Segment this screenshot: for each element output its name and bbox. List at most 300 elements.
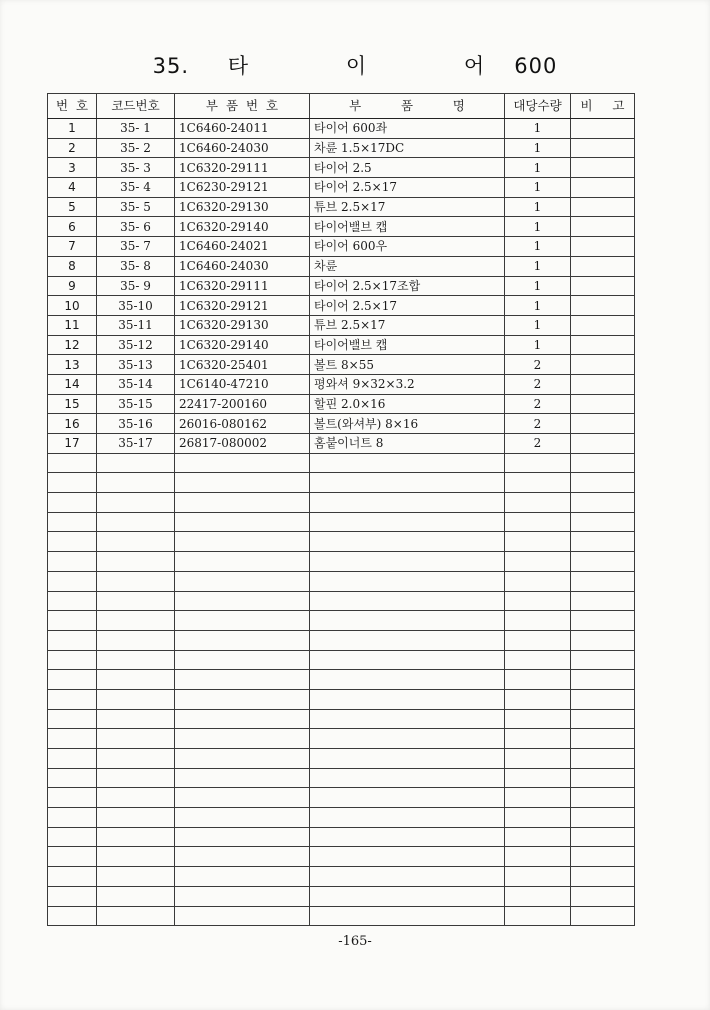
row-number-cell: 13 bbox=[48, 355, 97, 375]
quantity-cell bbox=[505, 453, 571, 473]
table-row bbox=[48, 788, 635, 808]
code-number-cell: 35- 6 bbox=[97, 217, 175, 237]
quantity-cell bbox=[505, 788, 571, 808]
code-number-cell bbox=[97, 630, 175, 650]
part-name-cell bbox=[310, 473, 505, 493]
part-name-cell bbox=[310, 650, 505, 670]
header-code: 코드번호 bbox=[97, 94, 175, 119]
note-cell bbox=[571, 473, 635, 493]
row-number-cell: 2 bbox=[48, 138, 97, 158]
quantity-cell: 2 bbox=[505, 394, 571, 414]
part-name-cell bbox=[310, 827, 505, 847]
quantity-cell bbox=[505, 650, 571, 670]
code-number-cell bbox=[97, 709, 175, 729]
note-cell bbox=[571, 512, 635, 532]
row-number-cell: 4 bbox=[48, 178, 97, 198]
table-row bbox=[48, 335, 635, 355]
part-name-cell bbox=[310, 453, 505, 473]
note-cell bbox=[571, 611, 635, 631]
quantity-cell bbox=[505, 749, 571, 769]
part-number-cell bbox=[175, 552, 310, 572]
table-row bbox=[48, 650, 635, 670]
note-cell bbox=[571, 591, 635, 611]
quantity-cell: 2 bbox=[505, 414, 571, 434]
title-word-3: 어 bbox=[463, 54, 486, 78]
note-cell bbox=[571, 886, 635, 906]
row-number-cell bbox=[48, 689, 97, 709]
row-number-cell: 17 bbox=[48, 434, 97, 454]
part-name-cell: 튜브 2.5×17 bbox=[310, 197, 505, 217]
note-cell bbox=[571, 630, 635, 650]
row-number-cell bbox=[48, 709, 97, 729]
quantity-cell: 1 bbox=[505, 158, 571, 178]
code-number-cell: 35- 7 bbox=[97, 237, 175, 257]
note-cell bbox=[571, 119, 635, 139]
part-name-cell bbox=[310, 512, 505, 532]
part-name-cell: 튜브 2.5×17 bbox=[310, 315, 505, 335]
part-name-cell bbox=[310, 670, 505, 690]
quantity-cell bbox=[505, 729, 571, 749]
row-number-cell bbox=[48, 808, 97, 828]
table-row bbox=[48, 158, 635, 178]
table-row bbox=[48, 847, 635, 867]
quantity-cell: 1 bbox=[505, 138, 571, 158]
part-name-cell: 볼트(와셔부) 8×16 bbox=[310, 414, 505, 434]
part-name-cell bbox=[310, 552, 505, 572]
row-number-cell bbox=[48, 493, 97, 513]
part-number-cell bbox=[175, 729, 310, 749]
quantity-cell bbox=[505, 867, 571, 887]
quantity-cell bbox=[505, 808, 571, 828]
code-number-cell bbox=[97, 650, 175, 670]
code-number-cell bbox=[97, 867, 175, 887]
part-name-cell bbox=[310, 611, 505, 631]
header-quantity: 대당수량 bbox=[505, 94, 571, 119]
part-name-cell bbox=[310, 571, 505, 591]
code-number-cell bbox=[97, 808, 175, 828]
code-number-cell bbox=[97, 827, 175, 847]
quantity-cell bbox=[505, 591, 571, 611]
note-cell bbox=[571, 158, 635, 178]
code-number-cell bbox=[97, 552, 175, 572]
parts-table bbox=[47, 93, 635, 926]
table-row bbox=[48, 630, 635, 650]
quantity-cell bbox=[505, 847, 571, 867]
table-row bbox=[48, 197, 635, 217]
table-row bbox=[48, 591, 635, 611]
note-cell bbox=[571, 729, 635, 749]
row-number-cell bbox=[48, 532, 97, 552]
part-number-cell bbox=[175, 886, 310, 906]
part-name-cell bbox=[310, 729, 505, 749]
code-number-cell bbox=[97, 493, 175, 513]
code-number-cell bbox=[97, 453, 175, 473]
table-row bbox=[48, 749, 635, 769]
row-number-cell bbox=[48, 867, 97, 887]
part-number-cell: 26817-080002 bbox=[175, 434, 310, 454]
part-number-cell: 1C6320-29111 bbox=[175, 158, 310, 178]
quantity-cell: 1 bbox=[505, 237, 571, 257]
table-row bbox=[48, 374, 635, 394]
table-row bbox=[48, 532, 635, 552]
part-number-cell bbox=[175, 847, 310, 867]
part-number-cell bbox=[175, 788, 310, 808]
part-name-cell bbox=[310, 906, 505, 926]
part-name-cell: 홈붙이너트 8 bbox=[310, 434, 505, 454]
part-name-cell: 타이어 600우 bbox=[310, 237, 505, 257]
title-word-4: 600 bbox=[514, 54, 558, 78]
code-number-cell bbox=[97, 611, 175, 631]
row-number-cell: 15 bbox=[48, 394, 97, 414]
table-row bbox=[48, 808, 635, 828]
quantity-cell bbox=[505, 709, 571, 729]
part-number-cell bbox=[175, 749, 310, 769]
title-word-1: 타 bbox=[227, 54, 250, 78]
quantity-cell bbox=[505, 670, 571, 690]
row-number-cell: 6 bbox=[48, 217, 97, 237]
header-part-name: 부 품 명 bbox=[310, 94, 505, 119]
table-row bbox=[48, 729, 635, 749]
part-number-cell bbox=[175, 532, 310, 552]
row-number-cell bbox=[48, 512, 97, 532]
part-number-cell bbox=[175, 670, 310, 690]
part-number-cell: 1C6320-29140 bbox=[175, 335, 310, 355]
code-number-cell: 35- 4 bbox=[97, 178, 175, 198]
row-number-cell bbox=[48, 847, 97, 867]
code-number-cell: 35- 8 bbox=[97, 256, 175, 276]
quantity-cell bbox=[505, 552, 571, 572]
row-number-cell bbox=[48, 749, 97, 769]
quantity-cell bbox=[505, 532, 571, 552]
table-row bbox=[48, 552, 635, 572]
part-number-cell: 1C6140-47210 bbox=[175, 374, 310, 394]
note-cell bbox=[571, 276, 635, 296]
part-name-cell bbox=[310, 886, 505, 906]
part-name-cell: 타이어밸브 캡 bbox=[310, 335, 505, 355]
table-row bbox=[48, 886, 635, 906]
note-cell bbox=[571, 414, 635, 434]
note-cell bbox=[571, 650, 635, 670]
code-number-cell bbox=[97, 512, 175, 532]
quantity-cell bbox=[505, 630, 571, 650]
part-number-cell bbox=[175, 906, 310, 926]
code-number-cell: 35-14 bbox=[97, 374, 175, 394]
table-row bbox=[48, 473, 635, 493]
part-number-cell: 1C6460-24030 bbox=[175, 256, 310, 276]
part-name-cell: 차륜 bbox=[310, 256, 505, 276]
row-number-cell: 7 bbox=[48, 237, 97, 257]
note-cell bbox=[571, 552, 635, 572]
note-cell bbox=[571, 670, 635, 690]
part-name-cell bbox=[310, 808, 505, 828]
title-number: 35. bbox=[152, 54, 190, 78]
row-number-cell: 10 bbox=[48, 296, 97, 316]
row-number-cell bbox=[48, 591, 97, 611]
part-name-cell: 타이어 2.5×17 bbox=[310, 178, 505, 198]
table-row bbox=[48, 709, 635, 729]
note-cell bbox=[571, 827, 635, 847]
row-number-cell bbox=[48, 768, 97, 788]
row-number-cell bbox=[48, 670, 97, 690]
code-number-cell bbox=[97, 729, 175, 749]
table-row bbox=[48, 256, 635, 276]
code-number-cell: 35-13 bbox=[97, 355, 175, 375]
part-name-cell bbox=[310, 493, 505, 513]
part-name-cell: 평와셔 9×32×3.2 bbox=[310, 374, 505, 394]
row-number-cell: 16 bbox=[48, 414, 97, 434]
quantity-cell bbox=[505, 512, 571, 532]
table-row bbox=[48, 493, 635, 513]
code-number-cell bbox=[97, 571, 175, 591]
part-name-cell bbox=[310, 689, 505, 709]
table-row bbox=[48, 867, 635, 887]
part-number-cell: 1C6320-29130 bbox=[175, 197, 310, 217]
note-cell bbox=[571, 355, 635, 375]
part-number-cell bbox=[175, 591, 310, 611]
code-number-cell: 35-12 bbox=[97, 335, 175, 355]
quantity-cell bbox=[505, 473, 571, 493]
part-name-cell: 타이어 2.5×17 bbox=[310, 296, 505, 316]
code-number-cell bbox=[97, 591, 175, 611]
note-cell bbox=[571, 256, 635, 276]
code-number-cell: 35- 5 bbox=[97, 197, 175, 217]
table-row bbox=[48, 906, 635, 926]
row-number-cell bbox=[48, 788, 97, 808]
row-number-cell: 9 bbox=[48, 276, 97, 296]
part-name-cell: 볼트 8×55 bbox=[310, 355, 505, 375]
table-row bbox=[48, 571, 635, 591]
row-number-cell: 14 bbox=[48, 374, 97, 394]
quantity-cell: 2 bbox=[505, 355, 571, 375]
part-name-cell bbox=[310, 591, 505, 611]
quantity-cell: 2 bbox=[505, 374, 571, 394]
part-number-cell: 1C6460-24011 bbox=[175, 119, 310, 139]
row-number-cell bbox=[48, 630, 97, 650]
note-cell bbox=[571, 493, 635, 513]
row-number-cell: 8 bbox=[48, 256, 97, 276]
code-number-cell: 35-16 bbox=[97, 414, 175, 434]
table-row bbox=[48, 611, 635, 631]
table-row bbox=[48, 237, 635, 257]
part-number-cell bbox=[175, 473, 310, 493]
row-number-cell bbox=[48, 611, 97, 631]
row-number-cell: 3 bbox=[48, 158, 97, 178]
code-number-cell: 35-17 bbox=[97, 434, 175, 454]
part-name-cell bbox=[310, 788, 505, 808]
part-number-cell: 1C6460-24030 bbox=[175, 138, 310, 158]
part-number-cell: 1C6320-29111 bbox=[175, 276, 310, 296]
part-number-cell bbox=[175, 709, 310, 729]
row-number-cell bbox=[48, 473, 97, 493]
note-cell bbox=[571, 788, 635, 808]
quantity-cell: 1 bbox=[505, 178, 571, 198]
part-number-cell bbox=[175, 768, 310, 788]
quantity-cell bbox=[505, 493, 571, 513]
code-number-cell: 35-10 bbox=[97, 296, 175, 316]
table-row bbox=[48, 768, 635, 788]
part-name-cell: 차륜 1.5×17DC bbox=[310, 138, 505, 158]
row-number-cell bbox=[48, 886, 97, 906]
page-number: -165- bbox=[338, 934, 372, 949]
row-number-cell: 5 bbox=[48, 197, 97, 217]
part-number-cell bbox=[175, 689, 310, 709]
note-cell bbox=[571, 296, 635, 316]
note-cell bbox=[571, 217, 635, 237]
part-number-cell bbox=[175, 630, 310, 650]
code-number-cell bbox=[97, 689, 175, 709]
row-number-cell bbox=[48, 650, 97, 670]
code-number-cell bbox=[97, 847, 175, 867]
table-row bbox=[48, 119, 635, 139]
part-number-cell bbox=[175, 493, 310, 513]
quantity-cell: 1 bbox=[505, 197, 571, 217]
table-header-row bbox=[48, 94, 635, 119]
code-number-cell: 35- 9 bbox=[97, 276, 175, 296]
part-name-cell bbox=[310, 532, 505, 552]
note-cell bbox=[571, 867, 635, 887]
table-row bbox=[48, 138, 635, 158]
part-number-cell bbox=[175, 611, 310, 631]
row-number-cell bbox=[48, 571, 97, 591]
part-name-cell bbox=[310, 768, 505, 788]
quantity-cell: 2 bbox=[505, 434, 571, 454]
row-number-cell bbox=[48, 552, 97, 572]
table-row bbox=[48, 178, 635, 198]
table-row bbox=[48, 276, 635, 296]
code-number-cell bbox=[97, 749, 175, 769]
note-cell bbox=[571, 453, 635, 473]
table-row bbox=[48, 689, 635, 709]
part-number-cell bbox=[175, 650, 310, 670]
note-cell bbox=[571, 532, 635, 552]
part-name-cell: 할핀 2.0×16 bbox=[310, 394, 505, 414]
title-word-2: 이 bbox=[345, 54, 368, 78]
part-name-cell: 타이어밸브 캡 bbox=[310, 217, 505, 237]
code-number-cell bbox=[97, 768, 175, 788]
part-number-cell bbox=[175, 827, 310, 847]
row-number-cell bbox=[48, 729, 97, 749]
code-number-cell bbox=[97, 906, 175, 926]
note-cell bbox=[571, 178, 635, 198]
quantity-cell: 1 bbox=[505, 217, 571, 237]
quantity-cell: 1 bbox=[505, 296, 571, 316]
part-number-cell: 26016-080162 bbox=[175, 414, 310, 434]
table-row bbox=[48, 434, 635, 454]
code-number-cell: 35- 2 bbox=[97, 138, 175, 158]
part-name-cell bbox=[310, 847, 505, 867]
code-number-cell bbox=[97, 886, 175, 906]
quantity-cell bbox=[505, 886, 571, 906]
part-name-cell: 타이어 2.5 bbox=[310, 158, 505, 178]
part-name-cell bbox=[310, 867, 505, 887]
part-number-cell bbox=[175, 808, 310, 828]
quantity-cell bbox=[505, 571, 571, 591]
code-number-cell: 35- 1 bbox=[97, 119, 175, 139]
quantity-cell bbox=[505, 827, 571, 847]
note-cell bbox=[571, 335, 635, 355]
part-name-cell bbox=[310, 709, 505, 729]
table-row bbox=[48, 394, 635, 414]
note-cell bbox=[571, 315, 635, 335]
note-cell bbox=[571, 237, 635, 257]
note-cell bbox=[571, 847, 635, 867]
part-number-cell: 22417-200160 bbox=[175, 394, 310, 414]
row-number-cell: 11 bbox=[48, 315, 97, 335]
code-number-cell: 35-11 bbox=[97, 315, 175, 335]
quantity-cell: 1 bbox=[505, 335, 571, 355]
page-title bbox=[0, 50, 710, 80]
note-cell bbox=[571, 434, 635, 454]
part-number-cell: 1C6320-29130 bbox=[175, 315, 310, 335]
note-cell bbox=[571, 768, 635, 788]
row-number-cell bbox=[48, 906, 97, 926]
table-row bbox=[48, 670, 635, 690]
code-number-cell: 35- 3 bbox=[97, 158, 175, 178]
part-number-cell: 1C6320-29121 bbox=[175, 296, 310, 316]
note-cell bbox=[571, 394, 635, 414]
part-name-cell bbox=[310, 630, 505, 650]
row-number-cell: 1 bbox=[48, 119, 97, 139]
quantity-cell bbox=[505, 689, 571, 709]
part-number-cell: 1C6230-29121 bbox=[175, 178, 310, 198]
row-number-cell bbox=[48, 827, 97, 847]
header-part-number: 부 품 번 호 bbox=[175, 94, 310, 119]
quantity-cell: 1 bbox=[505, 119, 571, 139]
row-number-cell bbox=[48, 453, 97, 473]
part-number-cell: 1C6460-24021 bbox=[175, 237, 310, 257]
table-row bbox=[48, 355, 635, 375]
header-no: 번 호 bbox=[48, 94, 97, 119]
table-body bbox=[48, 119, 635, 926]
quantity-cell: 1 bbox=[505, 315, 571, 335]
header-note: 비 고 bbox=[571, 94, 635, 119]
part-number-cell: 1C6320-29140 bbox=[175, 217, 310, 237]
part-number-cell bbox=[175, 867, 310, 887]
code-number-cell bbox=[97, 670, 175, 690]
note-cell bbox=[571, 749, 635, 769]
part-name-cell: 타이어 600좌 bbox=[310, 119, 505, 139]
quantity-cell bbox=[505, 611, 571, 631]
code-number-cell bbox=[97, 788, 175, 808]
note-cell bbox=[571, 374, 635, 394]
note-cell bbox=[571, 709, 635, 729]
part-name-cell bbox=[310, 749, 505, 769]
quantity-cell: 1 bbox=[505, 276, 571, 296]
table-row bbox=[48, 414, 635, 434]
note-cell bbox=[571, 808, 635, 828]
quantity-cell bbox=[505, 768, 571, 788]
part-number-cell bbox=[175, 453, 310, 473]
code-number-cell: 35-15 bbox=[97, 394, 175, 414]
note-cell bbox=[571, 571, 635, 591]
quantity-cell: 1 bbox=[505, 256, 571, 276]
table-row bbox=[48, 512, 635, 532]
quantity-cell bbox=[505, 906, 571, 926]
table-row bbox=[48, 827, 635, 847]
code-number-cell bbox=[97, 532, 175, 552]
code-number-cell bbox=[97, 473, 175, 493]
note-cell bbox=[571, 197, 635, 217]
row-number-cell: 12 bbox=[48, 335, 97, 355]
part-number-cell bbox=[175, 512, 310, 532]
part-number-cell: 1C6320-25401 bbox=[175, 355, 310, 375]
note-cell bbox=[571, 906, 635, 926]
part-number-cell bbox=[175, 571, 310, 591]
table-row bbox=[48, 296, 635, 316]
table-row bbox=[48, 217, 635, 237]
table-row bbox=[48, 315, 635, 335]
note-cell bbox=[571, 689, 635, 709]
